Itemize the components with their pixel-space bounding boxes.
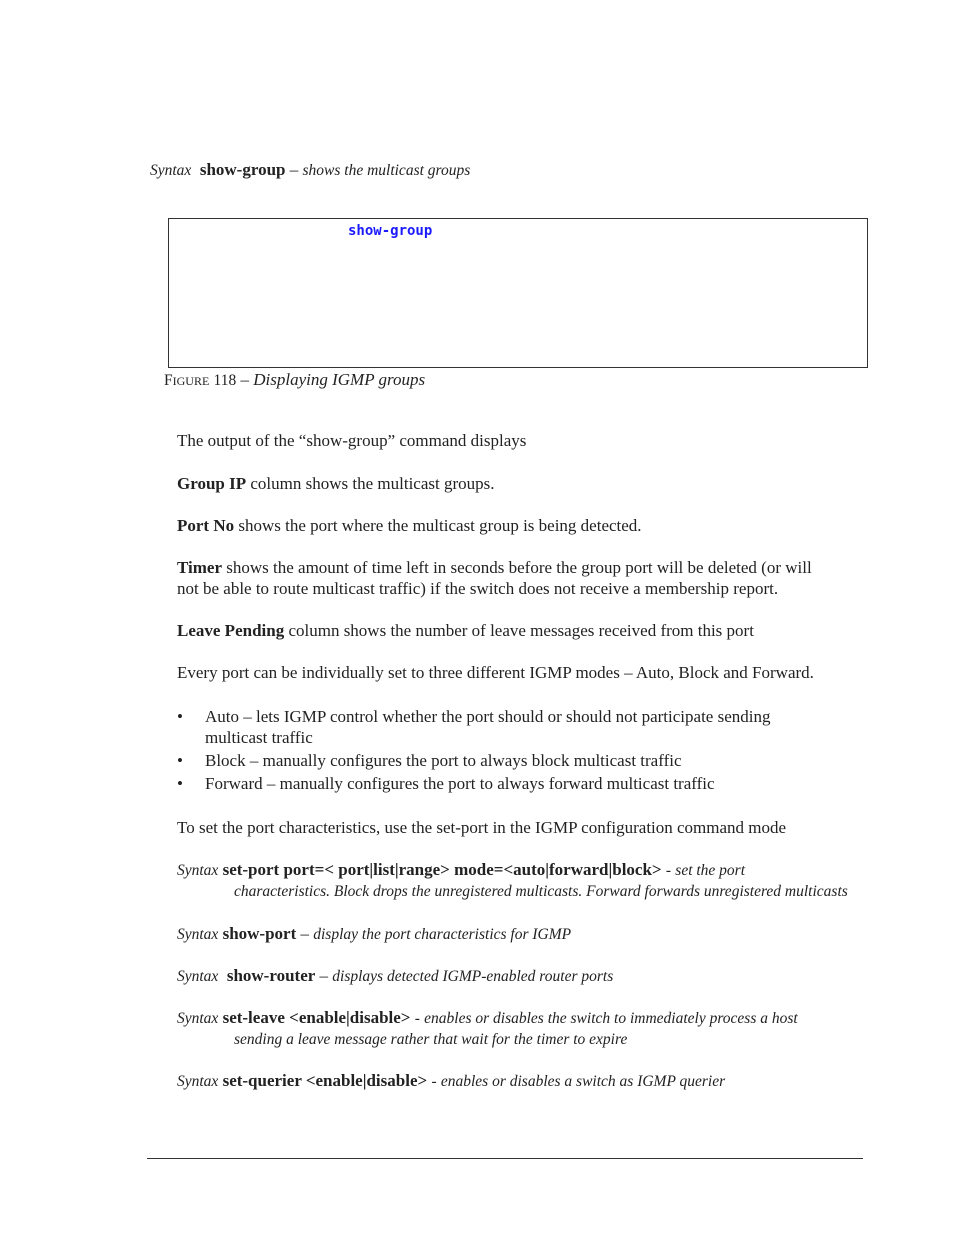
timer-text-line1: shows the amount of time left in seconds before the group port will be deleted (or will: [226, 558, 812, 577]
syntax-desc-line1: set the port: [675, 862, 746, 879]
syntax-command: set-port port=< port|list|range> mode=<auto|forward|block>: [222, 860, 662, 879]
figure-number: 118: [213, 372, 237, 389]
syntax-label: Syntax: [177, 1010, 219, 1027]
bullet-line1: Block – manually configures the port to always block multicast traffic: [205, 751, 682, 770]
set-port-intro-paragraph: [177, 817, 867, 838]
syntax-label: Syntax: [177, 968, 219, 985]
timer-paragraph: [177, 557, 867, 599]
bullet-dot: •: [177, 707, 183, 726]
bullet-dot: •: [177, 751, 183, 770]
syntax-separator: –: [300, 924, 309, 943]
bullet-line1: Forward – manually configures the port to always forward multicast traffic: [205, 774, 715, 793]
syntax-desc-line1: enables or disables a switch as IGMP querier: [440, 1073, 726, 1090]
figure-dash: –: [240, 370, 249, 389]
syntax-set-port: [177, 859, 867, 902]
group-ip-text: column shows the multicast groups.: [250, 474, 495, 493]
syntax-command: show-group: [199, 160, 286, 179]
syntax-dash: –: [289, 160, 299, 179]
syntax-show-port: [177, 923, 867, 945]
syntax-desc-line1: displays detected IGMP-enabled router ports: [332, 968, 614, 985]
syntax-desc-line2: characteristics. Block drops the unregistered multicasts. Forward forwards unregistered multicasts: [234, 883, 848, 900]
list-item: [177, 773, 867, 794]
code-output-box: [168, 218, 868, 368]
syntax-separator: -: [665, 862, 672, 879]
intro-text: The output of the “show-group” command displays: [177, 431, 527, 450]
group-ip-paragraph: [177, 473, 867, 494]
top-syntax-line: [150, 160, 470, 180]
timer-term: Timer: [177, 558, 223, 577]
figure-prefix-initial: F: [164, 372, 173, 389]
intro-paragraph: [177, 430, 867, 451]
mode-bullet-list: [177, 706, 867, 794]
list-item: [177, 706, 867, 748]
leave-pending-text: column shows the number of leave messages received from this port: [288, 621, 754, 640]
group-ip-term: Group IP: [177, 474, 247, 493]
figure-caption: [164, 370, 425, 390]
port-no-paragraph: [177, 515, 867, 536]
bullet-line1: Auto – lets IGMP control whether the port should or should not participate sending: [205, 707, 771, 726]
footer-divider: [147, 1158, 863, 1159]
bullet-line2: multicast traffic: [205, 728, 313, 747]
syntax-show-router: [177, 965, 867, 987]
syntax-command: show-port: [222, 924, 297, 943]
syntax-label: Syntax: [177, 926, 219, 943]
set-port-intro-text: To set the port characteristics, use the set-port in the IGMP configuration command mode: [177, 818, 787, 837]
syntax-command: set-querier <enable|disable>: [222, 1071, 428, 1090]
code-command: show-group: [348, 223, 433, 239]
modes-text: Every port can be individually set to three different IGMP modes – Auto, Block and Forward.: [177, 663, 814, 682]
syntax-desc-line1: enables or disables the switch to immediately process a host: [424, 1010, 798, 1027]
syntax-separator: -: [431, 1073, 437, 1090]
port-no-term: Port No: [177, 516, 235, 535]
bullet-dot: •: [177, 774, 183, 793]
syntax-set-querier: [177, 1070, 867, 1092]
syntax-separator: –: [319, 966, 329, 985]
timer-text-line2: not be able to route multicast traffic) if the switch does not receive a membership report.: [177, 579, 779, 598]
syntax-command: show-router: [226, 966, 316, 985]
syntax-separator: -: [414, 1010, 420, 1027]
syntax-description: shows the multicast groups: [302, 162, 471, 179]
syntax-set-leave: [177, 1007, 867, 1050]
port-no-text: shows the port where the multicast group is being detected.: [238, 516, 642, 535]
syntax-label: Syntax: [177, 1073, 219, 1090]
syntax-command: set-leave <enable|disable>: [222, 1008, 411, 1027]
figure-title: Displaying IGMP groups: [253, 370, 426, 389]
syntax-desc-line1: display the port characteristics for IGMP: [313, 926, 572, 943]
leave-pending-paragraph: [177, 620, 867, 641]
leave-pending-term: Leave Pending: [177, 621, 285, 640]
figure-prefix-rest: IGURE: [172, 374, 210, 388]
syntax-label: Syntax: [177, 862, 219, 879]
modes-paragraph: [177, 662, 867, 683]
list-item: [177, 750, 867, 771]
syntax-desc-line2: sending a leave message rather that wait for the timer to expire: [234, 1031, 628, 1048]
syntax-label: Syntax: [150, 162, 192, 179]
